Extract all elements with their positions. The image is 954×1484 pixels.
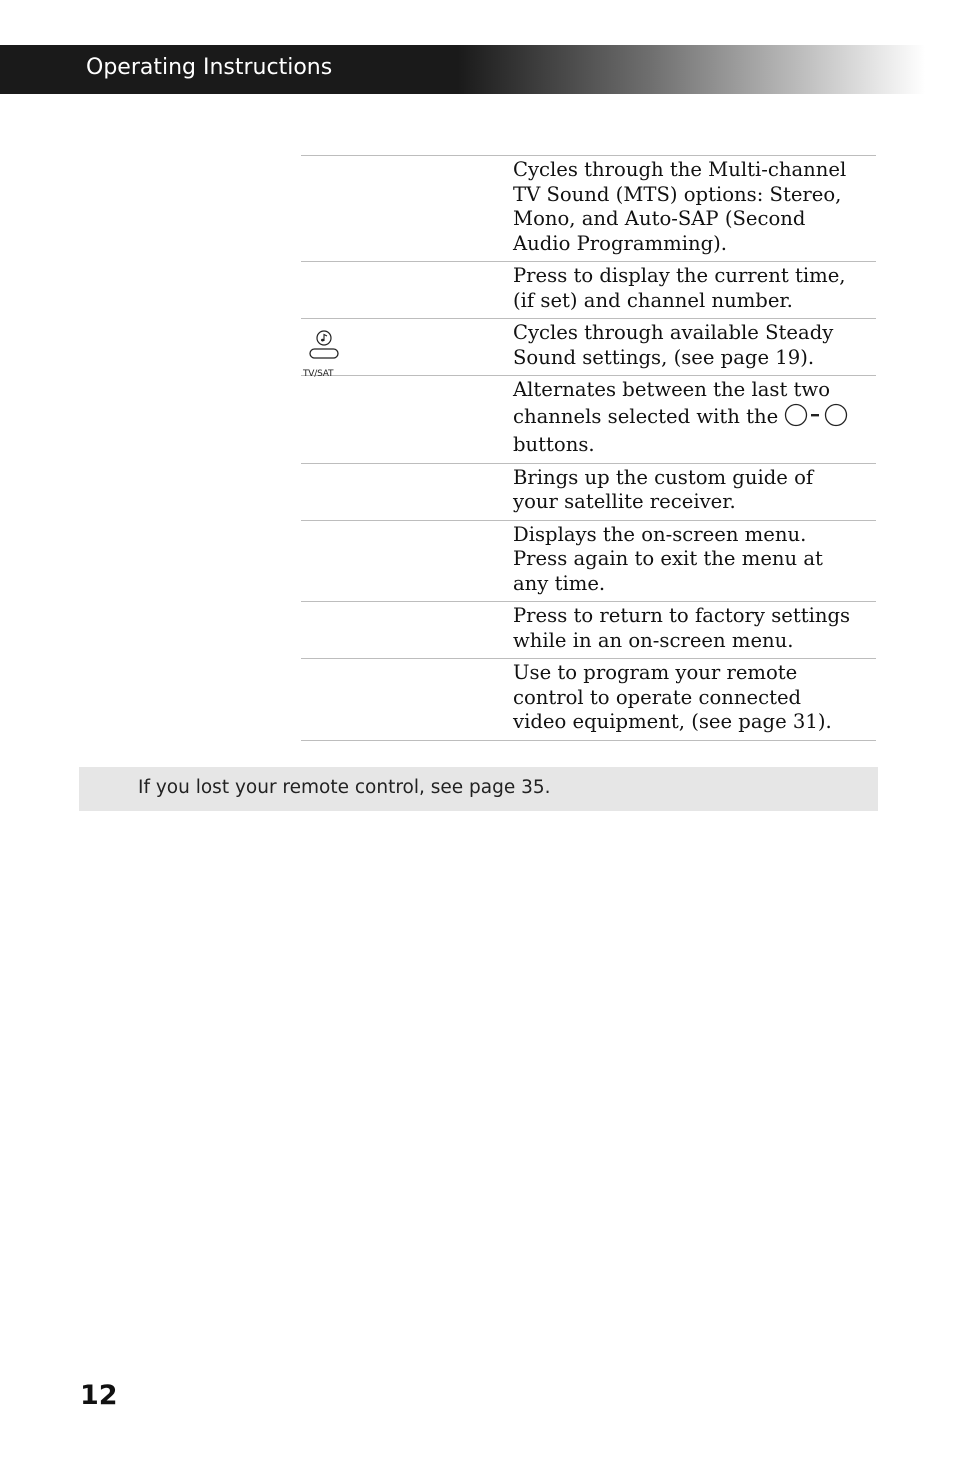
desc-line: while in an on-screen menu. (513, 628, 794, 652)
row-description (513, 158, 853, 256)
table-row (301, 521, 876, 603)
row-description (513, 523, 853, 597)
row-description (513, 466, 853, 515)
desc-line: control to operate connected (513, 685, 802, 709)
page-number: 12 (80, 1380, 118, 1411)
desc-line: Press to return to factory settings (513, 604, 851, 627)
desc-line: buttons. (513, 433, 595, 456)
desc-line: Sound settings, (see page 19). (513, 345, 815, 369)
note-box (79, 767, 878, 811)
desc-line: channels selected with the (513, 404, 779, 428)
row-description (513, 264, 853, 313)
tv-sat-label: TV/SAT (303, 369, 334, 379)
table-row (301, 659, 876, 741)
desc-line: Displays the on-screen menu. (513, 522, 807, 546)
steady-sound-icon (303, 329, 343, 379)
zero-to-nine-buttons-icon (784, 403, 850, 434)
desc-line-with-icons (513, 403, 853, 434)
desc-line: Alternates between the last two (513, 378, 830, 401)
desc-line: (if set) and channel number. (513, 288, 793, 312)
desc-line: video equipment, (see page 31). (513, 710, 832, 733)
row-description (513, 321, 853, 370)
header-title: Operating Instructions (86, 55, 333, 80)
table-row (301, 376, 876, 464)
desc-line: Mono, and Auto-SAP (Second (513, 207, 806, 230)
desc-line: your satellite receiver. (513, 490, 736, 513)
desc-line: any time. (513, 571, 606, 595)
row-description (513, 661, 853, 735)
table-row (301, 464, 876, 521)
table-row (301, 156, 876, 262)
desc-line: Press again to exit the menu at (513, 547, 823, 570)
desc-line: TV Sound (MTS) options: Stereo, (513, 182, 842, 206)
note-text: If you lost your remote control, see page 35. (138, 777, 551, 798)
desc-line: Cycles through the Multi-channel (513, 158, 847, 181)
table-row (301, 602, 876, 659)
header-bar (0, 45, 954, 94)
function-table (301, 155, 876, 741)
desc-line: Use to program your remote (513, 661, 798, 684)
desc-line: Audio Programming). (513, 231, 728, 255)
row-description (513, 378, 853, 458)
desc-line: Brings up the custom guide of (513, 465, 814, 489)
table-row (301, 319, 876, 379)
desc-line: Cycles through available Steady (513, 321, 834, 344)
row-description (513, 604, 853, 653)
desc-line: Press to display the current time, (513, 264, 846, 287)
table-row (301, 262, 876, 319)
